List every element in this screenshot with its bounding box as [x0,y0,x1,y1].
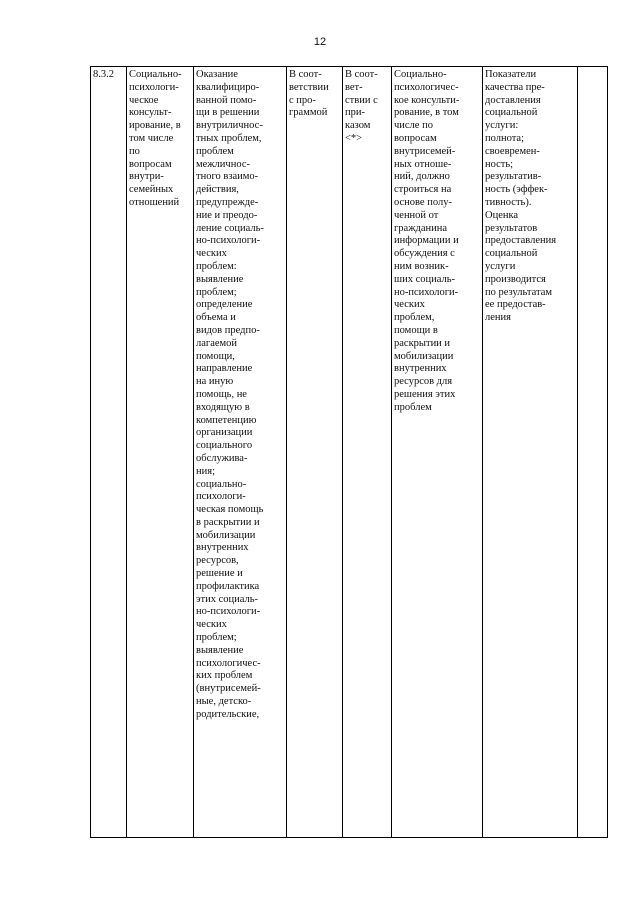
empty-cell [578,67,608,838]
service-code-cell: 8.3.2 [91,67,127,838]
service-name-cell: Социально- психологи- ческое консульт- ирование, в том числе по вопросам внутри- семейных отношений [127,67,194,838]
service-term-cell: В соот- ветствии с про- граммой [287,67,343,838]
service-conditions-cell: Социально- психологичес- кое консульти- рование, в том числе по вопросам внутрисемей- ных отноше- ний, должно строиться на основе полу- ченной от гражданина информации и обсуждения с ним возник- ших социаль- но-психологи- ческих проблем, помощи в раскрытии и мобилизации внутренних ресурсов для решения этих проблем [392,67,483,838]
table-row [91,67,608,838]
service-standard-table [90,66,608,838]
quality-indicators-cell: Показатели качества пре- доставления социальной услуги: полнота; своевремен- ность; результатив- ность (эффек- тивность). Оценка результатов предоставления социальной услуги производится по результатам ее предостав- ления [483,67,578,838]
service-norm-cell: В соот- вет- ствии с при- казом <*> [343,67,392,838]
service-content-cell: Оказание квалифициро- ванной помо- щи в решении внутриличнос- тных проблем, проблем межличнос- тного взаимо- действия, предупрежде- ние и преодо- ление социаль- но-психологи- ческих проблем: выявление проблем; определение объема и видов предпо- лагаемой помощи, направление на иную помощь, не входящую в компетенцию организации социального обслужива- ния; социально- психологи- ческая помощь в раскрытии и мобилизации внутренних ресурсов, решение и профилактика этих социаль- но-психологи- ческих проблем; выявление психологичес- ких проблем (внутрисемей- ные, детско- родительские, [194,67,287,838]
page-number: 12 [313,36,327,48]
